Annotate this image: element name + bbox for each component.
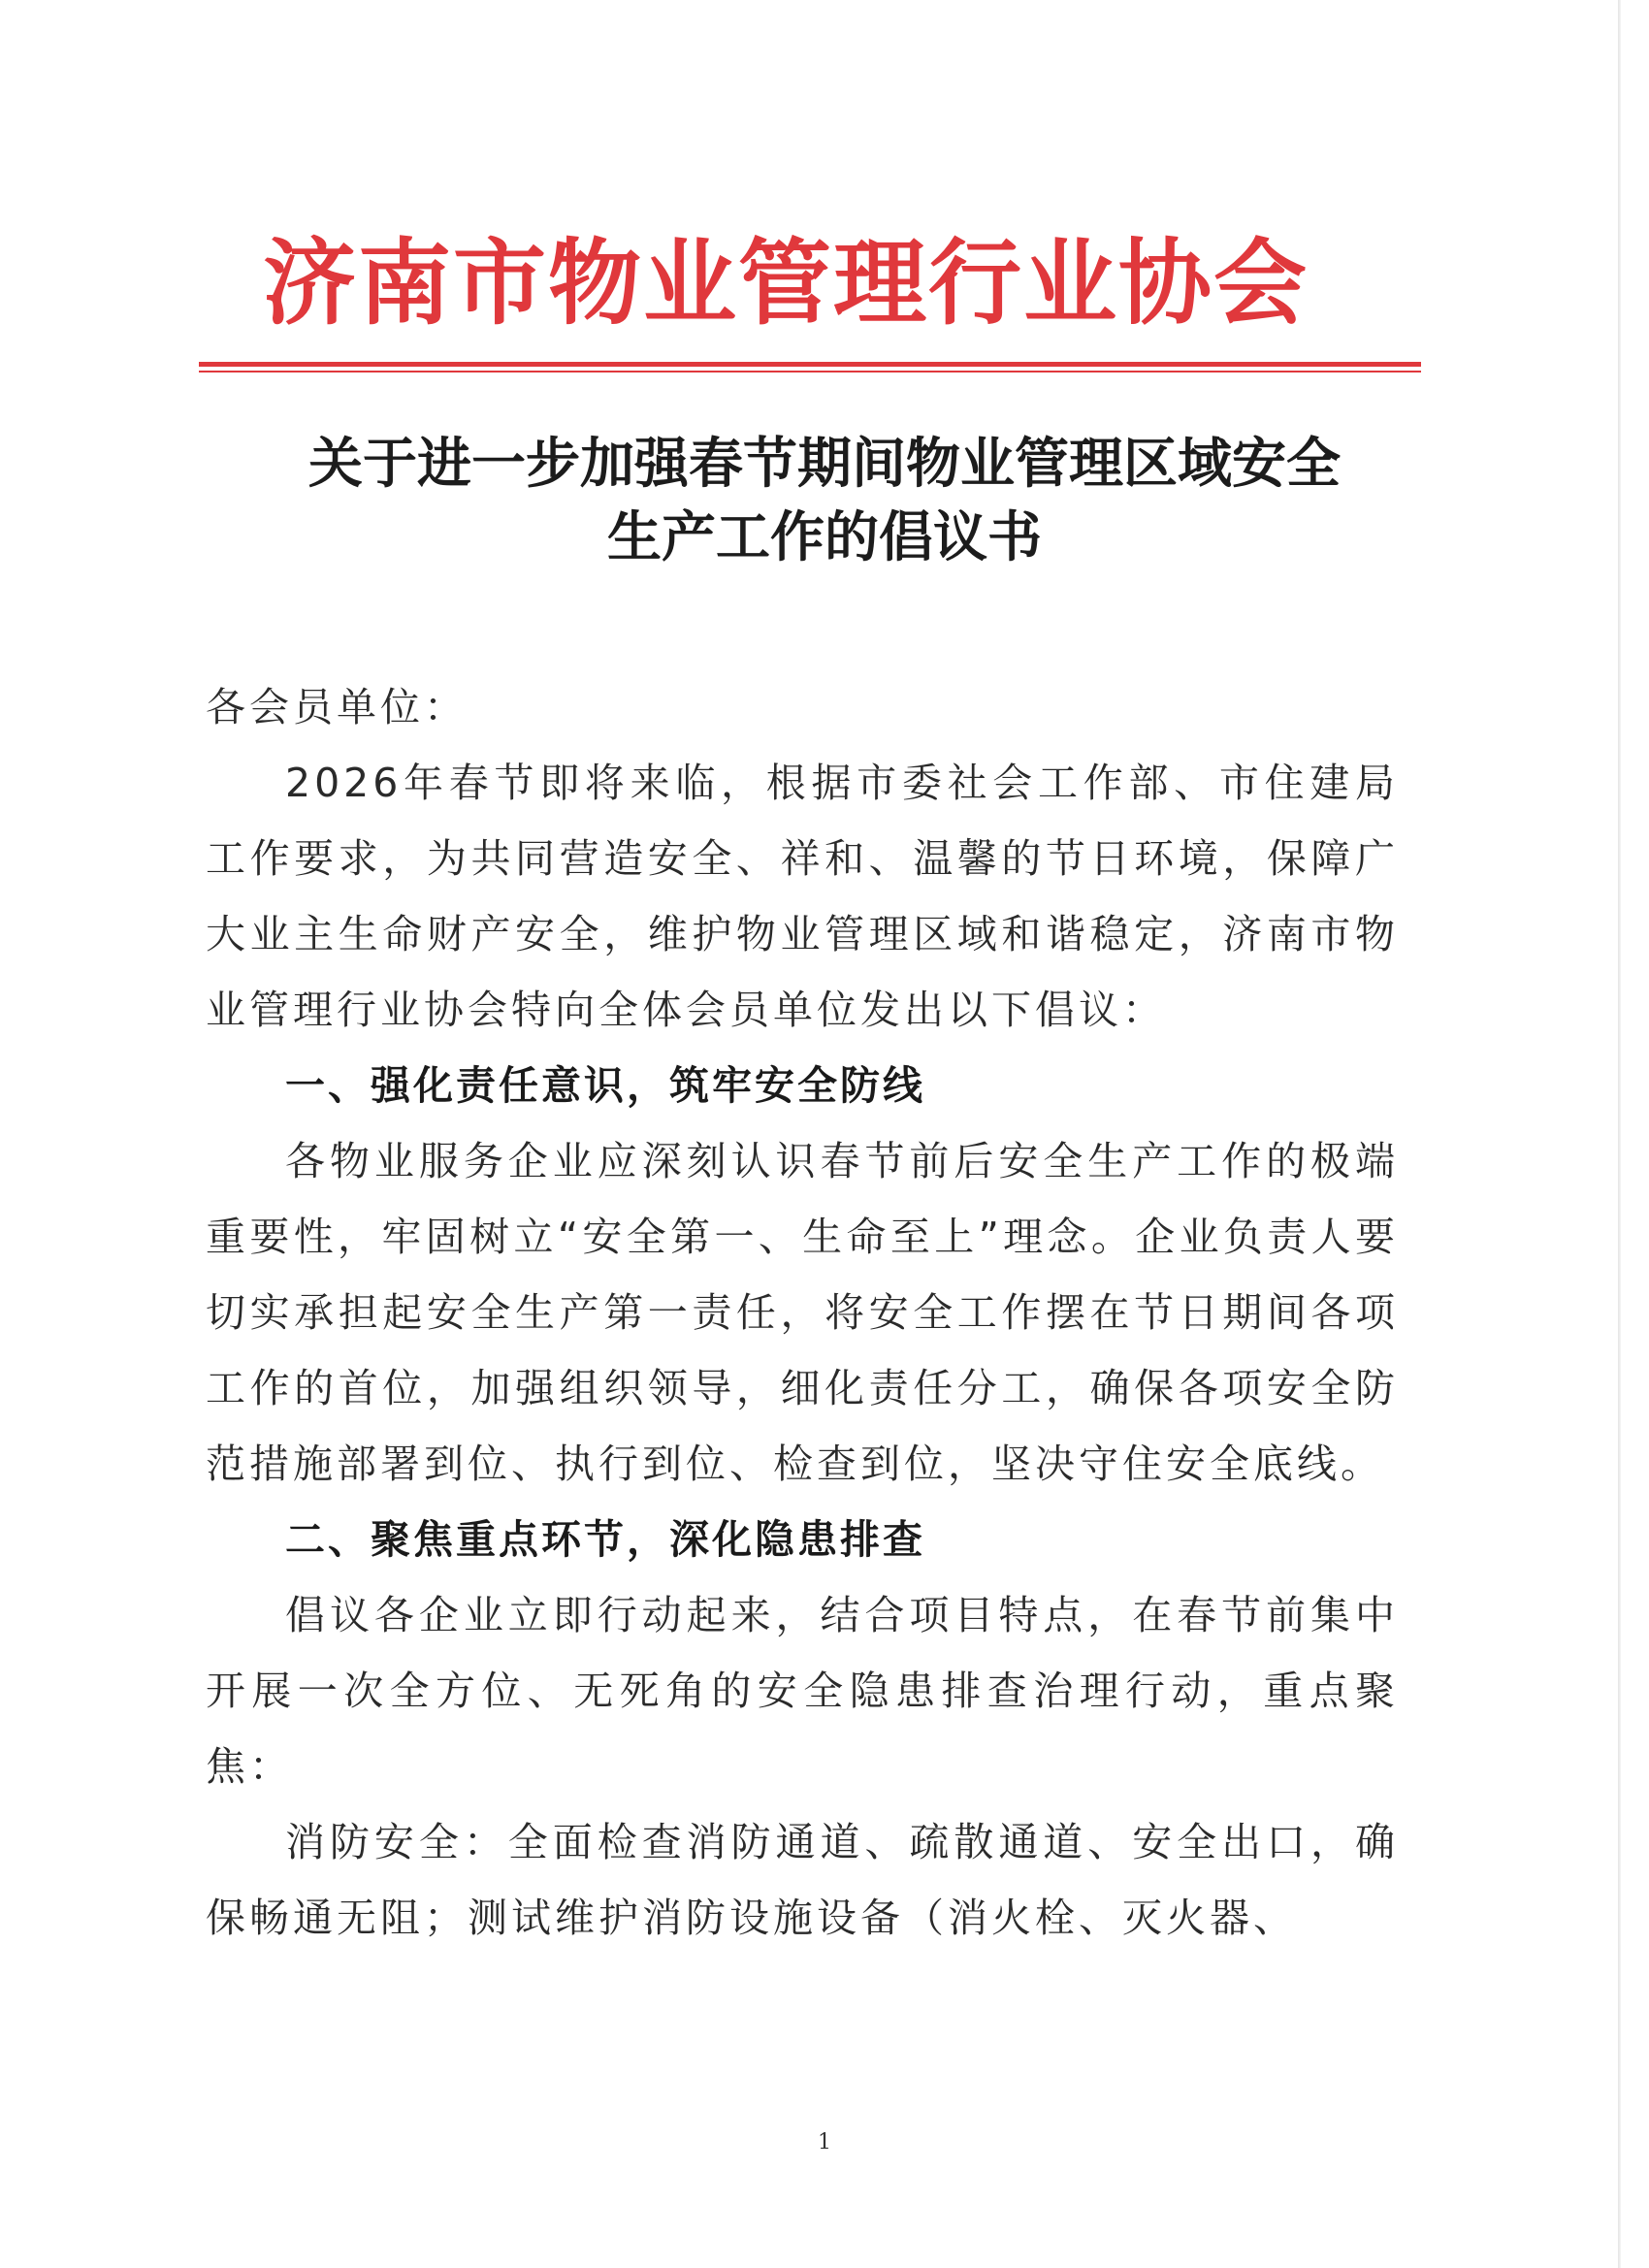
- scan-edge-shadow: [1618, 0, 1621, 2268]
- page-number: 1: [818, 2130, 831, 2155]
- section-2-heading: 二、聚焦重点环节，深化隐患排查: [285, 1516, 925, 1563]
- letterhead-red-rule: [199, 362, 1421, 367]
- letterhead-red-rule-thin: [199, 371, 1421, 373]
- section-1-heading: 一、强化责任意识，筑牢安全防线: [285, 1062, 925, 1109]
- document-body: [206, 669, 1399, 1956]
- section-1-paragraph: 各物业服务企业应深刻认识春节前后安全生产工作的极端重要性，牢固树立“安全第一、生命至上”理念。企业负责人要切实承担起安全生产第一责任，将安全工作摆在节日期间各项工作的首位，加强组织领导，细化责任分工，确保各项安全防范措施部署到位、执行到位、检查到位，坚决守住安全底线。: [206, 1138, 1399, 1487]
- intro-paragraph: 2026年春节即将来临，根据市委社会工作部、市住建局工作要求，为共同营造安全、祥和、温馨的节日环境，保障广大业主生命财产安全，维护物业管理区域和谐稳定，济南市物业管理行业协会特向全体会员单位发出以下倡议：: [206, 760, 1399, 1033]
- document-title-line-2: 生产工作的倡议书: [607, 505, 1042, 569]
- document-title: [146, 427, 1504, 574]
- salutation: 各会员单位：: [206, 684, 468, 730]
- document-title-line-1: 关于进一步加强春节期间物业管理区域安全: [308, 432, 1341, 496]
- fire-safety-paragraph: 消防安全：全面检查消防通道、疏散通道、安全出口，确保畅通无阻；测试维护消防设施设备（消火栓、灭火器、: [206, 1819, 1399, 1941]
- section-2-paragraph: 倡议各企业立即行动起来，结合项目特点，在春节前集中开展一次全方位、无死角的安全隐患排查治理行动，重点聚焦：: [206, 1592, 1399, 1790]
- letterhead-org-name: 济南市物业管理行业协会: [263, 228, 1309, 338]
